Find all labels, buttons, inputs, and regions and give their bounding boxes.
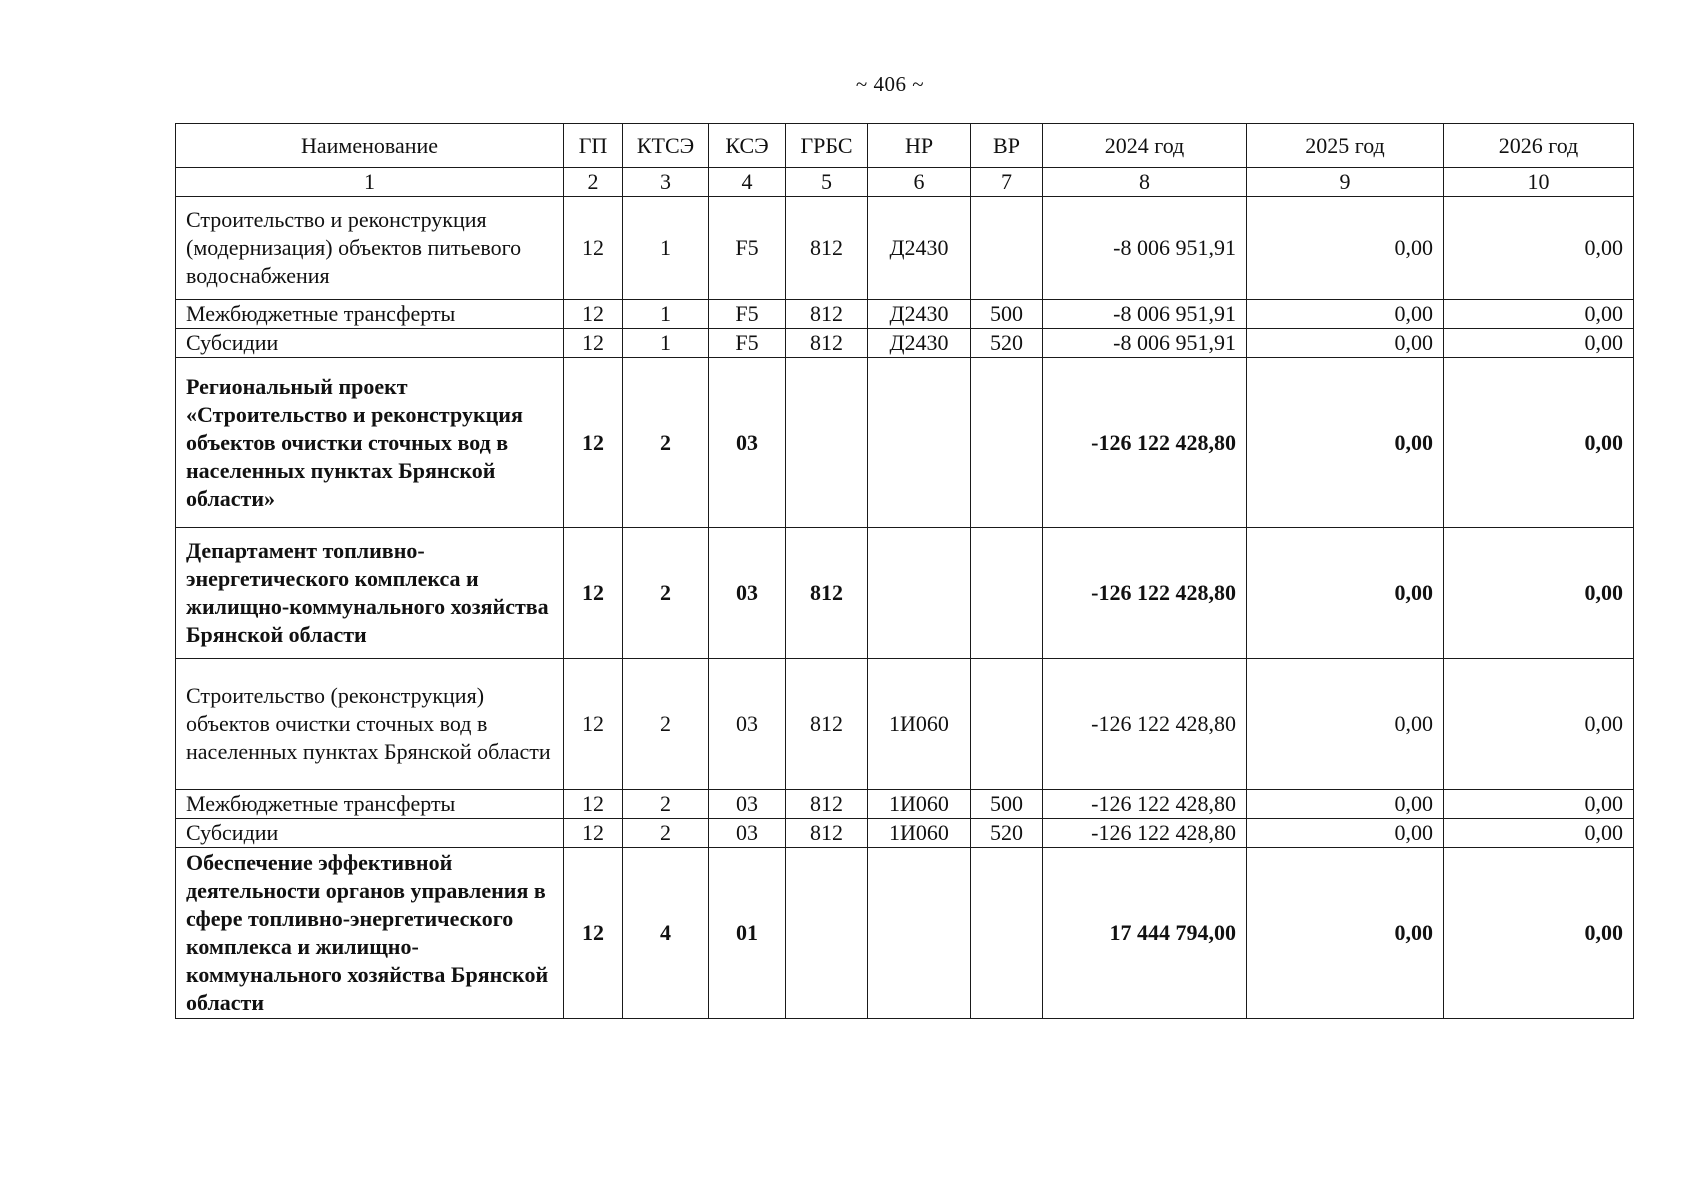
row-2025: 0,00 (1247, 659, 1444, 790)
row-ktse: 1 (623, 300, 709, 329)
table-row (176, 300, 1634, 329)
header-2024: 2024 год (1043, 124, 1247, 168)
row-name: Субсидии (176, 819, 564, 848)
row-2025: 0,00 (1247, 819, 1444, 848)
row-2025: 0,00 (1247, 358, 1444, 528)
row-kse: F5 (709, 329, 786, 358)
table-row (176, 329, 1634, 358)
row-name: Межбюджетные трансферты (176, 300, 564, 329)
row-kse: 03 (709, 358, 786, 528)
row-gp: 12 (564, 329, 623, 358)
row-ktse: 1 (623, 197, 709, 300)
row-kse: 03 (709, 790, 786, 819)
row-nr: Д2430 (868, 300, 971, 329)
header-2025: 2025 год (1247, 124, 1444, 168)
row-ktse: 4 (623, 848, 709, 1019)
header-grbs: ГРБС (786, 124, 868, 168)
row-vr (971, 848, 1043, 1019)
row-ktse: 1 (623, 329, 709, 358)
table-row (176, 819, 1634, 848)
row-gp: 12 (564, 790, 623, 819)
header-row (176, 124, 1634, 168)
table-row (176, 528, 1634, 659)
row-2024: -126 122 428,80 (1043, 819, 1247, 848)
row-2025: 0,00 (1247, 300, 1444, 329)
row-nr (868, 528, 971, 659)
row-name: Департамент топливно-энергетического комплекса и жилищно-коммунального хозяйства Брянской области (176, 528, 564, 659)
row-2026: 0,00 (1444, 819, 1634, 848)
row-2024: -126 122 428,80 (1043, 659, 1247, 790)
table-row (176, 358, 1634, 528)
table-row (176, 197, 1634, 300)
column-number: 10 (1444, 168, 1634, 197)
row-nr: Д2430 (868, 197, 971, 300)
row-vr: 520 (971, 329, 1043, 358)
row-gp: 12 (564, 528, 623, 659)
budget-table (175, 123, 1634, 1019)
row-vr (971, 358, 1043, 528)
row-kse: 03 (709, 528, 786, 659)
row-name: Строительство и реконструкция (модернизация) объектов питьевого водоснабжения (176, 197, 564, 300)
row-2024: -8 006 951,91 (1043, 300, 1247, 329)
row-vr (971, 528, 1043, 659)
row-2024: -8 006 951,91 (1043, 329, 1247, 358)
row-2025: 0,00 (1247, 790, 1444, 819)
row-ktse: 2 (623, 358, 709, 528)
row-2024: 17 444 794,00 (1043, 848, 1247, 1019)
row-grbs: 812 (786, 790, 868, 819)
column-number: 1 (176, 168, 564, 197)
row-kse: F5 (709, 300, 786, 329)
column-number: 7 (971, 168, 1043, 197)
row-gp: 12 (564, 848, 623, 1019)
row-grbs (786, 358, 868, 528)
row-ktse: 2 (623, 790, 709, 819)
row-name: Межбюджетные трансферты (176, 790, 564, 819)
row-grbs: 812 (786, 659, 868, 790)
row-nr: 1И060 (868, 819, 971, 848)
table-row (176, 848, 1634, 1019)
row-nr: 1И060 (868, 659, 971, 790)
row-ktse: 2 (623, 819, 709, 848)
row-name: Обеспечение эффективной деятельности органов управления в сфере топливно-энергетического комплекса и жилищно-коммунального хозяйства Брянской области (176, 848, 564, 1019)
row-grbs: 812 (786, 819, 868, 848)
table-row (176, 790, 1634, 819)
page-number: ~ 406 ~ (855, 72, 925, 96)
row-vr (971, 659, 1043, 790)
row-grbs: 812 (786, 197, 868, 300)
row-ktse: 2 (623, 528, 709, 659)
header-gp: ГП (564, 124, 623, 168)
row-2026: 0,00 (1444, 358, 1634, 528)
row-2026: 0,00 (1444, 197, 1634, 300)
row-2026: 0,00 (1444, 300, 1634, 329)
row-kse: 03 (709, 819, 786, 848)
table-row (176, 659, 1634, 790)
row-2026: 0,00 (1444, 659, 1634, 790)
row-nr (868, 848, 971, 1019)
row-nr: Д2430 (868, 329, 971, 358)
header-kse: КСЭ (709, 124, 786, 168)
row-gp: 12 (564, 197, 623, 300)
column-number: 5 (786, 168, 868, 197)
row-kse: F5 (709, 197, 786, 300)
column-number-row (176, 168, 1634, 197)
row-name: Субсидии (176, 329, 564, 358)
row-2026: 0,00 (1444, 329, 1634, 358)
row-name: Региональный проект «Строительство и реконструкция объектов очистки сточных вод в населенных пунктах Брянской области» (176, 358, 564, 528)
row-grbs: 812 (786, 300, 868, 329)
column-number: 3 (623, 168, 709, 197)
row-2026: 0,00 (1444, 790, 1634, 819)
row-kse: 01 (709, 848, 786, 1019)
row-name: Строительство (реконструкция) объектов очистки сточных вод в населенных пунктах Брянской области (176, 659, 564, 790)
row-grbs: 812 (786, 329, 868, 358)
row-grbs: 812 (786, 528, 868, 659)
column-number: 2 (564, 168, 623, 197)
row-vr: 520 (971, 819, 1043, 848)
row-vr: 500 (971, 790, 1043, 819)
header-name: Наименование (176, 124, 564, 168)
row-2024: -8 006 951,91 (1043, 197, 1247, 300)
column-number: 4 (709, 168, 786, 197)
row-2025: 0,00 (1247, 848, 1444, 1019)
header-nr: НР (868, 124, 971, 168)
row-2025: 0,00 (1247, 329, 1444, 358)
header-ktse: КТСЭ (623, 124, 709, 168)
row-2025: 0,00 (1247, 197, 1444, 300)
column-number: 6 (868, 168, 971, 197)
header-vr: ВР (971, 124, 1043, 168)
row-kse: 03 (709, 659, 786, 790)
row-2024: -126 122 428,80 (1043, 790, 1247, 819)
row-gp: 12 (564, 659, 623, 790)
row-gp: 12 (564, 358, 623, 528)
row-nr (868, 358, 971, 528)
row-grbs (786, 848, 868, 1019)
row-vr: 500 (971, 300, 1043, 329)
header-2026: 2026 год (1444, 124, 1634, 168)
row-2026: 0,00 (1444, 528, 1634, 659)
column-number: 9 (1247, 168, 1444, 197)
row-2024: -126 122 428,80 (1043, 358, 1247, 528)
row-vr (971, 197, 1043, 300)
row-2026: 0,00 (1444, 848, 1634, 1019)
row-gp: 12 (564, 300, 623, 329)
row-gp: 12 (564, 819, 623, 848)
row-2025: 0,00 (1247, 528, 1444, 659)
row-nr: 1И060 (868, 790, 971, 819)
column-number: 8 (1043, 168, 1247, 197)
row-2024: -126 122 428,80 (1043, 528, 1247, 659)
row-ktse: 2 (623, 659, 709, 790)
